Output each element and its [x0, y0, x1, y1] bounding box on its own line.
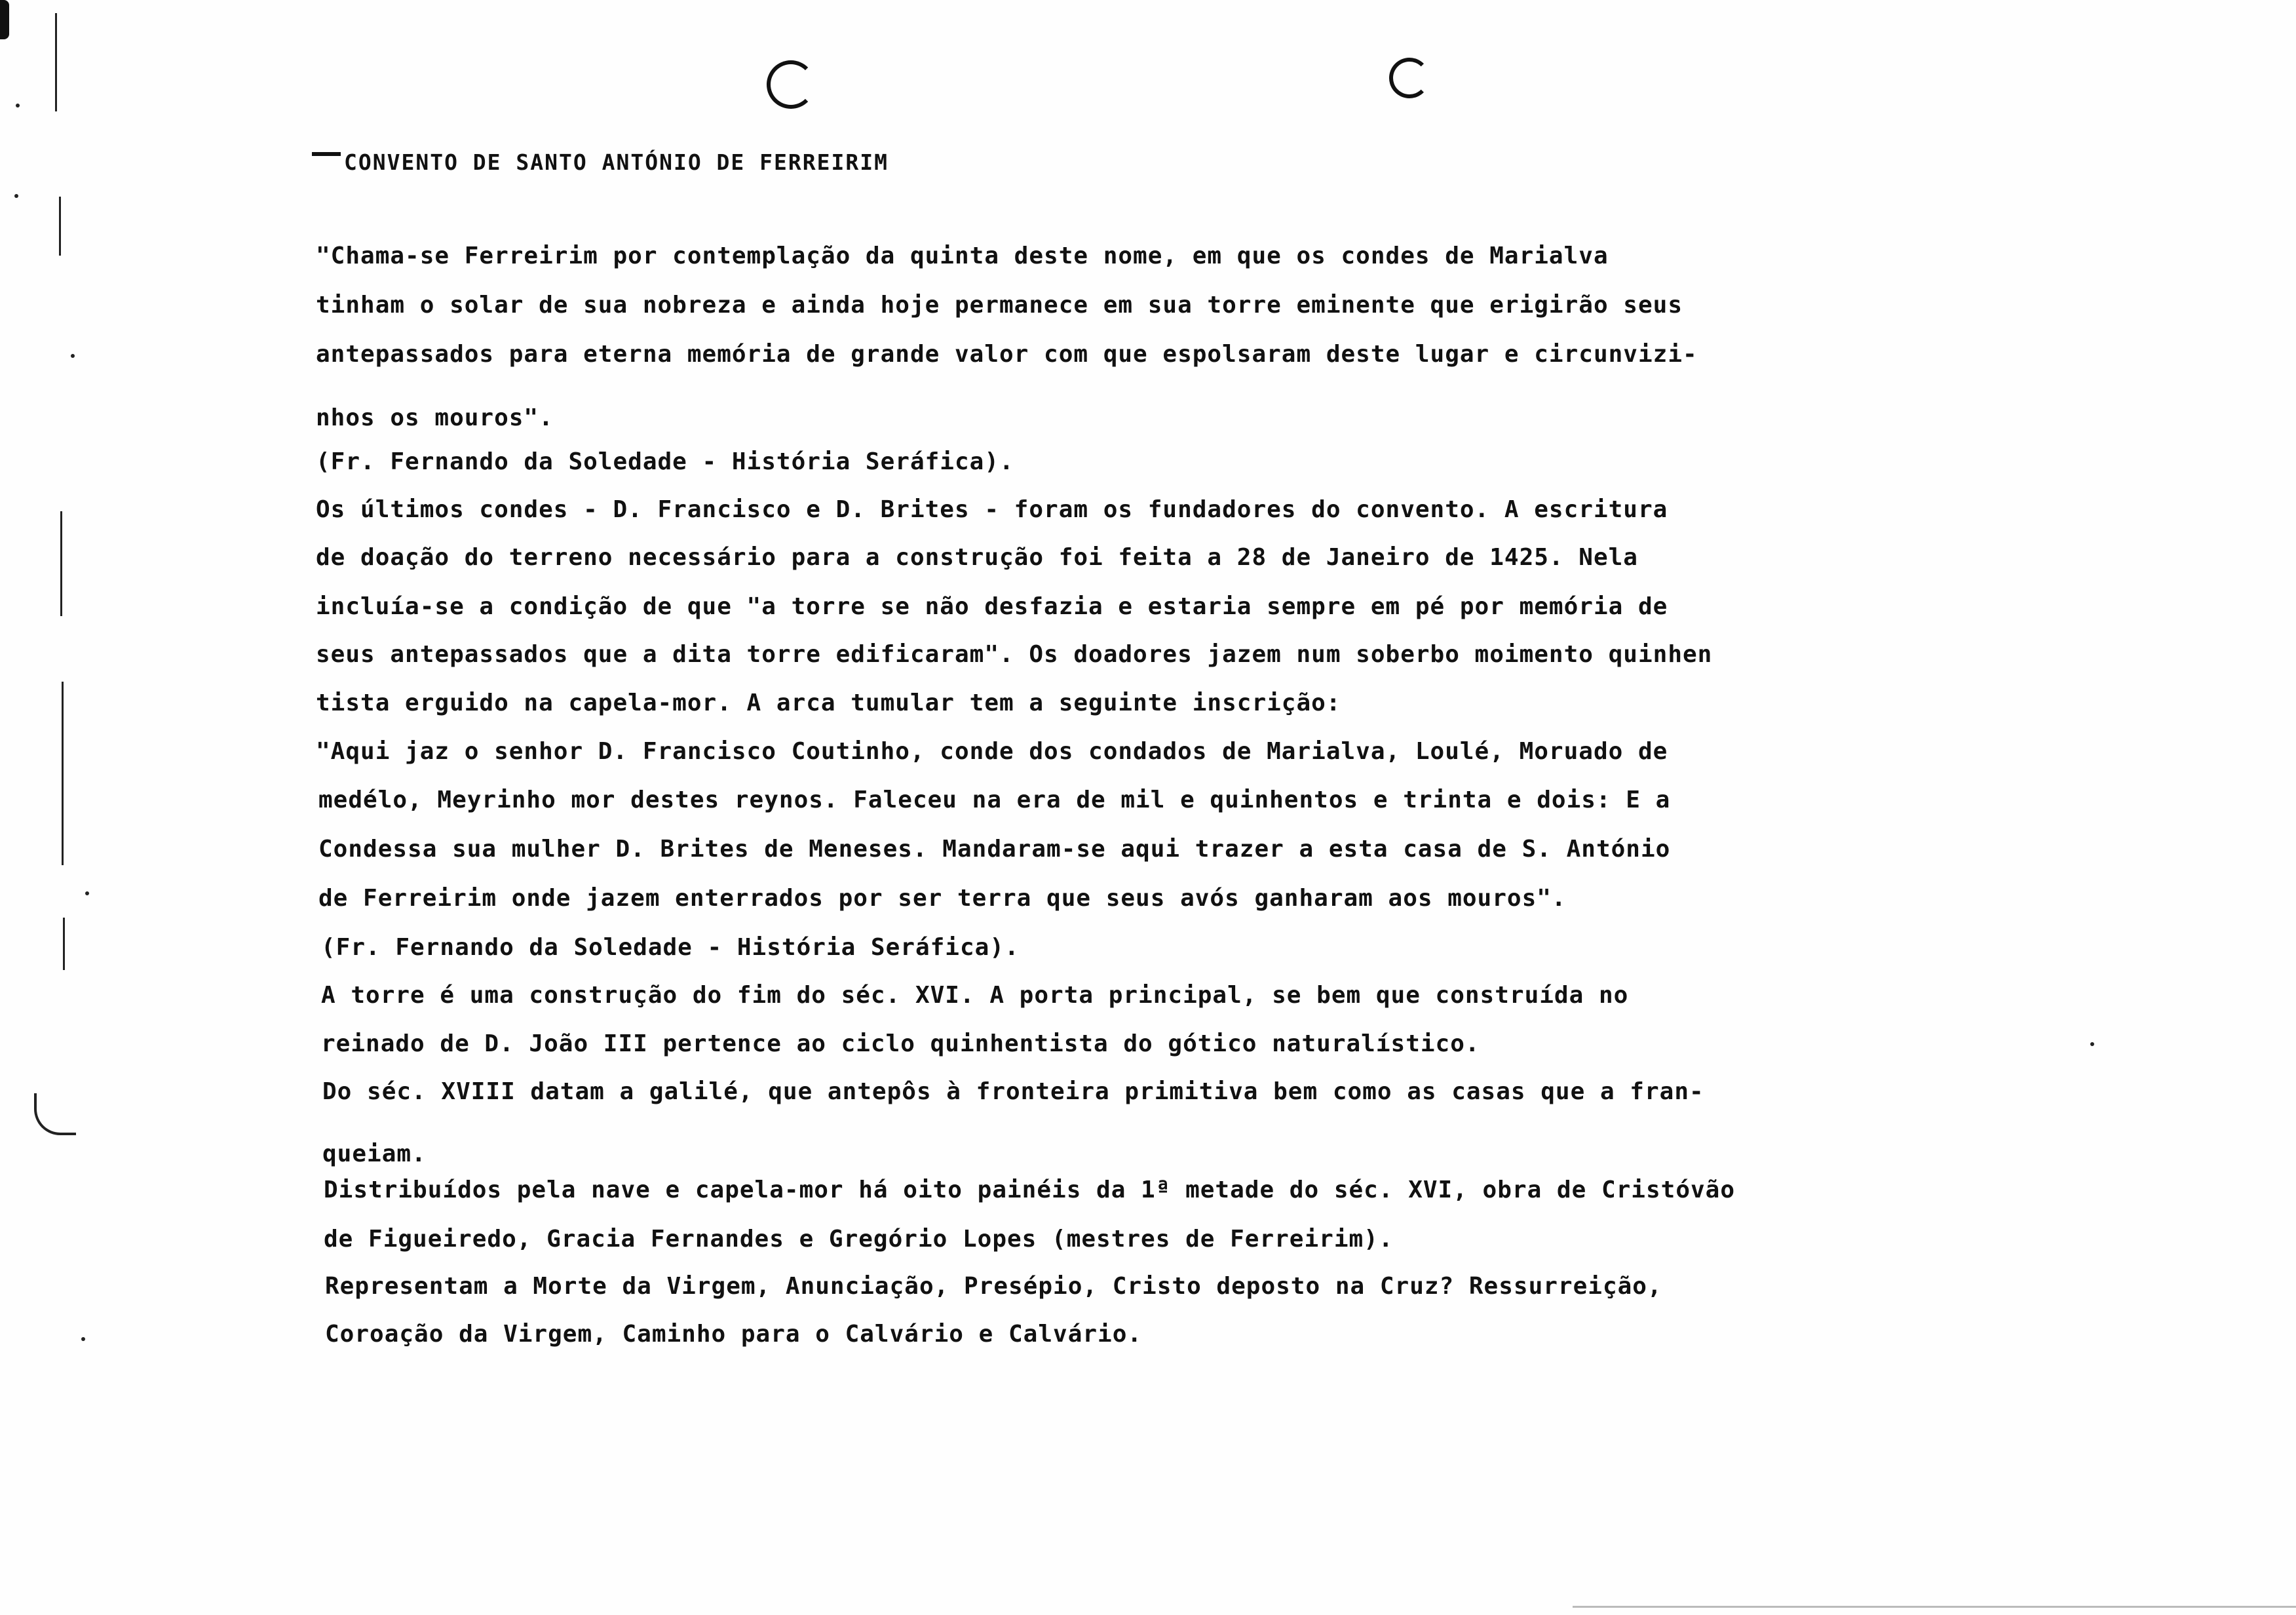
text-line-23: Coroação da Virgem, Caminho para o Calvário e Calvário. [325, 1321, 1143, 1348]
margin-dot-3 [71, 354, 75, 358]
margin-dot-6 [2090, 1042, 2094, 1046]
margin-dot-5 [81, 1337, 85, 1341]
text-line-14: de Ferreirim onde jazem enterrados por ser terra que seus avós ganharam aos mouros". [318, 885, 1567, 912]
text-line-5: (Fr. Fernando da Soledade - História Seráfica). [316, 448, 1014, 475]
margin-dot-4 [85, 891, 89, 895]
binding-edge-mark [0, 0, 9, 39]
text-line-19: queiam. [322, 1140, 427, 1167]
margin-dot-1 [16, 104, 20, 107]
margin-dash-1 [55, 13, 57, 111]
text-line-17: reinado de D. João III pertence ao ciclo quinhentista do gótico naturalístico. [321, 1030, 1480, 1057]
text-line-21: de Figueiredo, Gracia Fernandes e Gregório Lopes (mestres de Ferreirim). [324, 1226, 1394, 1253]
text-line-4: nhos os mouros". [316, 404, 554, 431]
text-line-16: A torre é uma construção do fim do séc. XVI. A porta principal, se bem que construída no [321, 982, 1629, 1009]
text-line-3: antepassados para eterna memória de grande valor com que espolsaram deste lugar e circunvizi- [316, 341, 1698, 368]
text-line-11: "Aqui jaz o senhor D. Francisco Coutinho, conde dos condados de Marialva, Loulé, Moruado de [316, 738, 1668, 765]
text-line-2: tinham o solar de sua nobreza e ainda hoje permanece em sua torre eminente que erigirão seus [316, 292, 1683, 319]
punch-hole-right-mark [1389, 58, 1430, 98]
text-line-22: Representam a Morte da Virgem, Anunciação, Presépio, Cristo deposto na Cruz? Ressurreição, [325, 1273, 1662, 1300]
text-line-20: Distribuídos pela nave e capela-mor há oito painéis da 1ª metade do séc. XVI, obra de Cristóvão [324, 1177, 1736, 1203]
text-line-1: "Chama-se Ferreirim por contemplação da quinta deste nome, em que os condes de Marialva [316, 243, 1609, 269]
text-line-9: seus antepassados que a dita torre edificaram". Os doadores jazem num soberbo moimento quinhen [316, 641, 1713, 668]
text-line-18: Do séc. XVIII datam a galilé, que antepôs à fronteira primitiva bem como as casas que a fran- [322, 1078, 1704, 1105]
text-line-7: de doação do terreno necessário para a construção foi feita a 28 de Janeiro de 1425. Nela [316, 544, 1638, 571]
text-line-13: Condessa sua mulher D. Brites de Meneses. Mandaram-se aqui trazer a esta casa de S. António [318, 836, 1671, 863]
margin-dash-2 [59, 197, 61, 256]
text-line-6: Os últimos condes - D. Francisco e D. Brites - foram os fundadores do convento. A escritura [316, 496, 1668, 523]
document-title: CONVENTO DE SANTO ANTÓNIO DE FERREIRIM [344, 149, 889, 175]
margin-dot-2 [14, 194, 18, 198]
margin-curve-mark [34, 1093, 76, 1135]
margin-dash-4 [62, 682, 64, 865]
margin-dash-5 [63, 918, 65, 970]
text-line-8: incluía-se a condição de que "a torre se não desfazia e estaria sempre em pé por memória de [316, 593, 1668, 620]
punch-hole-left-mark [767, 60, 815, 109]
bottom-edge-line [1573, 1606, 2296, 1608]
text-line-15: (Fr. Fernando da Soledade - História Seráfica). [321, 934, 1020, 961]
text-line-10: tista erguido na capela-mor. A arca tumular tem a seguinte inscrição: [316, 690, 1341, 716]
text-line-12: medélo, Meyrinho mor destes reynos. Faleceu na era de mil e quinhentos e trinta e dois: E a [318, 787, 1671, 813]
margin-dash-3 [60, 511, 62, 616]
title-dash-mark [312, 152, 341, 156]
